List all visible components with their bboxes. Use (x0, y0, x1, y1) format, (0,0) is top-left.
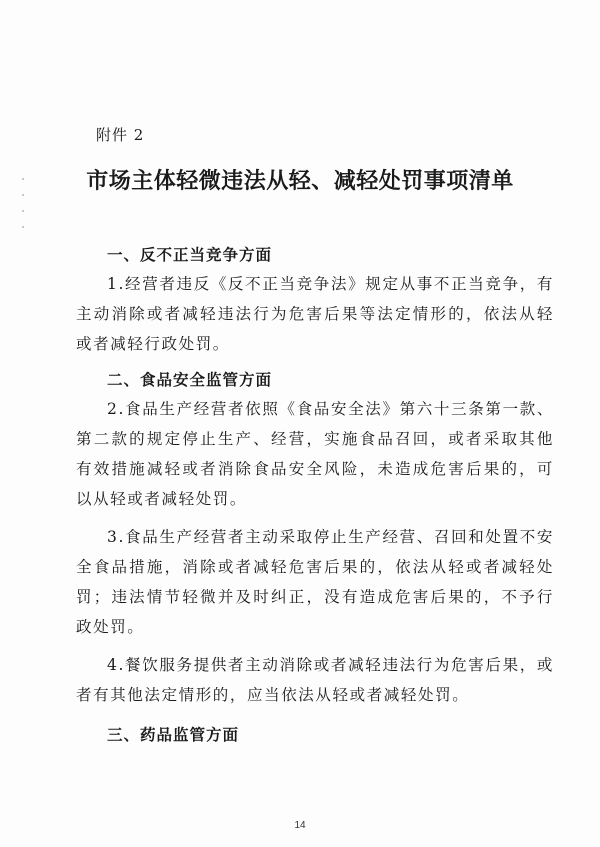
paragraph-3: 3.食品生产经营者主动采取停止生产经营、召回和处置不安全食品措施，消除或者减轻危害后果的，依法从轻或者减轻处罚；违法情节轻微并及时纠正，没有造成危害后果的，不予行政处罚。 (76, 528, 554, 636)
document-title: 市场主体轻微违法从轻、减轻处罚事项清单 (86, 168, 514, 194)
document-body (76, 240, 554, 749)
attachment-label: 附件 2 (96, 126, 145, 144)
paragraph-1: 1.经营者违反《反不正当竞争法》规定从事不正当竞争，有主动消除或者减轻违法行为危害后果等法定情形的，依法从轻或者减轻行政处罚。 (76, 275, 554, 353)
page-number: 14 (294, 820, 306, 831)
section-heading-3: 三、药品监管方面 (107, 725, 240, 744)
paragraph-2: 2.食品生产经营者依照《食品安全法》第六十三条第一款、第二款的规定停止生产、经营，实施食品召回，或者采取其他有效措施减轻或者消除食品安全风险，未造成危害后果的，可以从轻或者减轻处罚。 (76, 400, 554, 508)
paragraph-4: 4.餐饮服务提供者主动消除或者减轻违法行为危害后果，或者有其他法定情形的，应当依法从轻或者减轻处罚。 (76, 656, 554, 704)
section-heading-1: 一、反不正当竞争方面 (107, 245, 273, 264)
section-heading-2: 二、食品安全监管方面 (107, 370, 273, 389)
